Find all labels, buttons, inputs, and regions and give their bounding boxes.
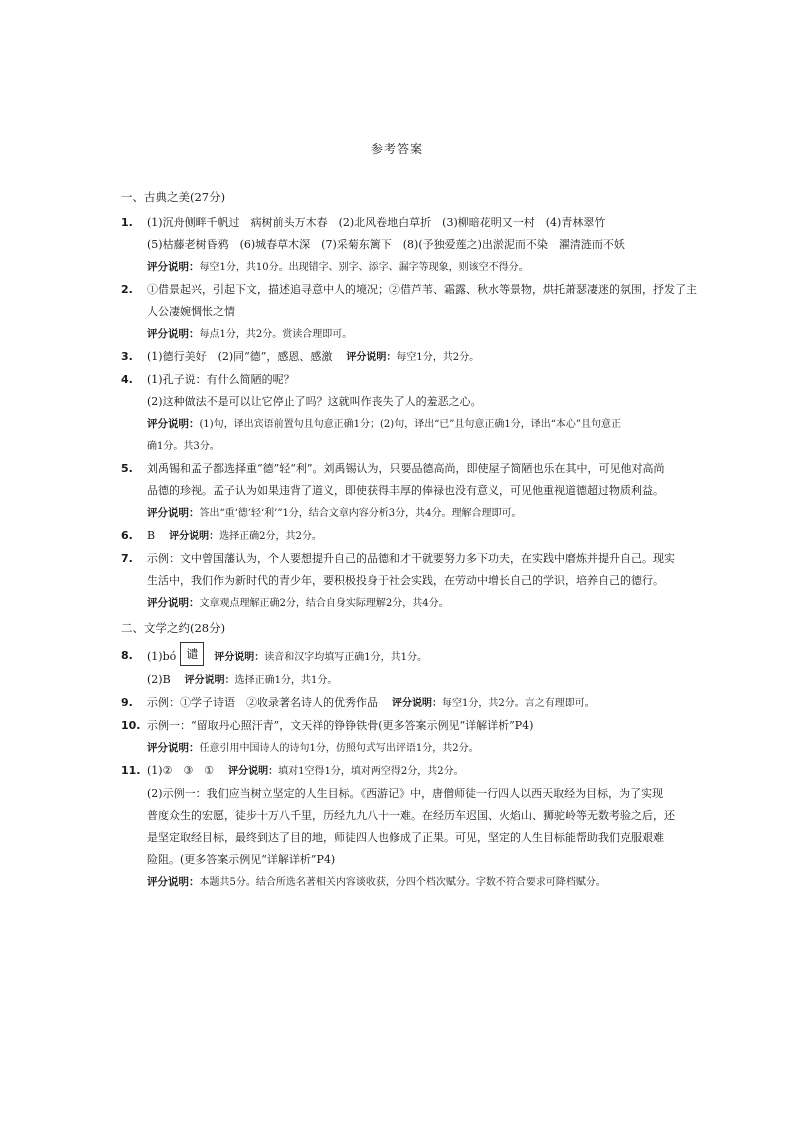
scoring-text: 答出“重‘德’轻‘利’”1分，结合文章内容分析3分，共4分。理解合理即可。 — [199, 508, 522, 519]
answer-line — [147, 525, 707, 548]
question-9 — [121, 692, 707, 715]
answer-line: 示例：文中曾国藩认为，个人要想提升自己的品德和才干就要努力多下功夫，在实践中磨炼并提升自己。现实 — [147, 552, 675, 565]
question-number: 8. — [121, 649, 133, 662]
answer-text: B — [147, 529, 156, 542]
answer-line: 品德的珍视。孟子认为如果违背了道义，即使获得丰厚的俸禄也没有意义，可见他重视道德超过物质利益。 — [147, 484, 664, 497]
answer-line — [147, 669, 707, 692]
scoring-text: 选择正确2分，共2分。 — [219, 531, 322, 542]
section-heading-classical: 一、古典之美(27分) — [121, 190, 226, 204]
answer-line — [147, 645, 707, 669]
answer-paragraph-line: 普度众生的宏愿，徒步十万八千里，历经九九八十一难。在经历车迟国、火焰山、狮驼岭等无数考验之后，还 — [147, 809, 675, 822]
scoring-label: 评分说明： — [392, 698, 442, 709]
answer-paragraph-line: 险阻。(更多答案示例见“详解详析”P4) — [147, 853, 336, 866]
scoring-text: 选择正确1分，共1分。 — [234, 675, 338, 686]
answer-line: 刘禹锡和孟子都选择重“德”轻“利”。刘禹锡认为，只要品德高尚，即使屋子简陋也乐在其中，可见他对高尚 — [147, 462, 665, 475]
question-number: 6. — [121, 529, 133, 542]
question-10 — [121, 715, 707, 760]
answer-line: (2)这种做法不是可以让它停止了吗？这就叫作丧失了人的羞恶之心。 — [147, 395, 482, 408]
scoring-note-continued: 确1分。共3分。 — [147, 441, 220, 452]
answer-content — [121, 186, 707, 894]
question-number: 7. — [121, 552, 133, 565]
answer-text: (1)② ③ ① — [147, 764, 215, 777]
scoring-label: 评分说明： — [147, 876, 200, 888]
question-number: 10. — [121, 719, 141, 732]
answer-line — [147, 346, 707, 369]
scoring-label: 评分说明： — [147, 418, 200, 430]
scoring-text: 任意引用中国诗人的诗句1分，仿照句式写出评语1分，共2分。 — [199, 743, 479, 754]
page-title: 参考答案 — [370, 142, 423, 156]
scoring-note — [147, 592, 707, 615]
scoring-text: 每点1分，共2分。赏读合理即可。 — [199, 329, 353, 340]
answer-line: (1)沉舟侧畔千帆过 病树前头万木春 (2)北风卷地白草折 (3)柳暗花明又一村 (4)青林翠竹 — [147, 216, 606, 229]
scoring-text: 文章观点理解正确2分，结合自身实际理解2分，共4分。 — [199, 598, 449, 609]
answer-paragraph-line: 是坚定取经目标，最终到达了目的地，师徒四人也修成了正果。可见，坚定的人生目标能帮助我们克服艰难 — [147, 831, 664, 844]
answer-line: ①借景起兴，引起下文，描述追寻意中人的境况；②借芦苇、霜露、秋水等景物，烘托萧瑟凄迷的氛围，抒发了主 — [147, 283, 697, 296]
scoring-label: 评分说明： — [214, 652, 265, 663]
answer-line: 示例一：“留取丹心照汗青”，文天祥的铮铮铁骨(更多答案示例见“详解详析”P4) — [147, 719, 534, 732]
section-heading-literature: 二、文学之约(28分) — [121, 621, 226, 635]
handwritten-character-box: 谴 — [180, 642, 204, 666]
scoring-text: 每空1分，共10分。出现错字、别字、添字、漏字等现象，则该空不得分。 — [199, 262, 529, 273]
question-4 — [121, 369, 707, 458]
scoring-note — [147, 413, 707, 436]
scoring-label: 评分说明： — [147, 742, 200, 754]
scoring-label: 评分说明： — [184, 675, 235, 686]
scoring-label: 评分说明： — [346, 352, 397, 363]
question-2 — [121, 279, 707, 346]
question-number: 4. — [121, 373, 133, 386]
question-11 — [121, 760, 707, 894]
question-number: 5. — [121, 462, 133, 475]
question-1 — [121, 212, 707, 279]
answer-text: 示例：①学子诗语 ②收录著名诗人的优秀作品 — [147, 696, 378, 709]
answer-line: 生活中，我们作为新时代的青少年，要积极投身于社会实践，在劳动中增长自己的学识，培养自己的德行。 — [147, 574, 664, 587]
scoring-label: 评分说明： — [147, 328, 200, 340]
answer-line: (1)孔子说：有什么简陋的呢？ — [147, 373, 295, 386]
question-number: 2. — [121, 283, 133, 296]
question-6 — [121, 525, 707, 548]
answer-text: (1)bó — [147, 650, 177, 663]
question-7 — [121, 548, 707, 615]
answer-line — [147, 692, 707, 715]
scoring-note — [147, 737, 707, 760]
scoring-text: 每空1分，共2分。 — [396, 352, 480, 363]
answer-text: (2)B — [147, 673, 171, 686]
scoring-note — [147, 871, 707, 894]
answer-text: (1)德行美好 (2)同“德”，感恩、感激 — [147, 350, 333, 363]
answer-line: 人公凄婉惆怅之情 — [147, 305, 235, 318]
scoring-label: 评分说明： — [169, 531, 220, 542]
question-3 — [121, 346, 707, 369]
scoring-note — [147, 323, 707, 346]
scoring-label: 评分说明： — [147, 261, 200, 273]
question-number: 3. — [121, 350, 133, 363]
scoring-note — [147, 502, 707, 525]
question-number: 11. — [121, 764, 141, 777]
question-5 — [121, 458, 707, 525]
question-number: 9. — [121, 696, 133, 709]
question-8 — [121, 645, 707, 692]
scoring-label: 评分说明： — [228, 766, 279, 777]
scoring-text: 本题共5分。结合所选名著相关内容谈收获，分四个档次赋分。字数不符合要求可降档赋分。 — [199, 877, 606, 888]
scoring-text: 填对1空得1分，填对两空得2分，共2分。 — [278, 766, 464, 777]
scoring-text: 每空1分，共2分。言之有理即可。 — [442, 698, 595, 709]
scoring-text: (1)句，译出宾语前置句且句意正确1分；(2)句，译出“已”且句意正确1分，译出“本心”且句意正 — [199, 419, 622, 430]
answer-paragraph-line: (2)示例一：我们应当树立坚定的人生目标。《西游记》中，唐僧师徒一行四人以西天取经为目标，为了实现 — [147, 787, 664, 800]
question-number: 1. — [121, 216, 133, 229]
answer-line: (5)枯藤老树昏鸦 (6)城春草木深 (7)采菊东篱下 (8)(予独爱莲之)出淤泥而不染 濯清涟而不妖 — [147, 238, 625, 251]
scoring-text: 读音和汉字均填写正确1分，共1分。 — [264, 652, 427, 663]
scoring-label: 评分说明： — [147, 597, 200, 609]
scoring-label: 评分说明： — [147, 507, 200, 519]
scoring-note — [147, 256, 707, 279]
answer-line — [147, 760, 707, 783]
